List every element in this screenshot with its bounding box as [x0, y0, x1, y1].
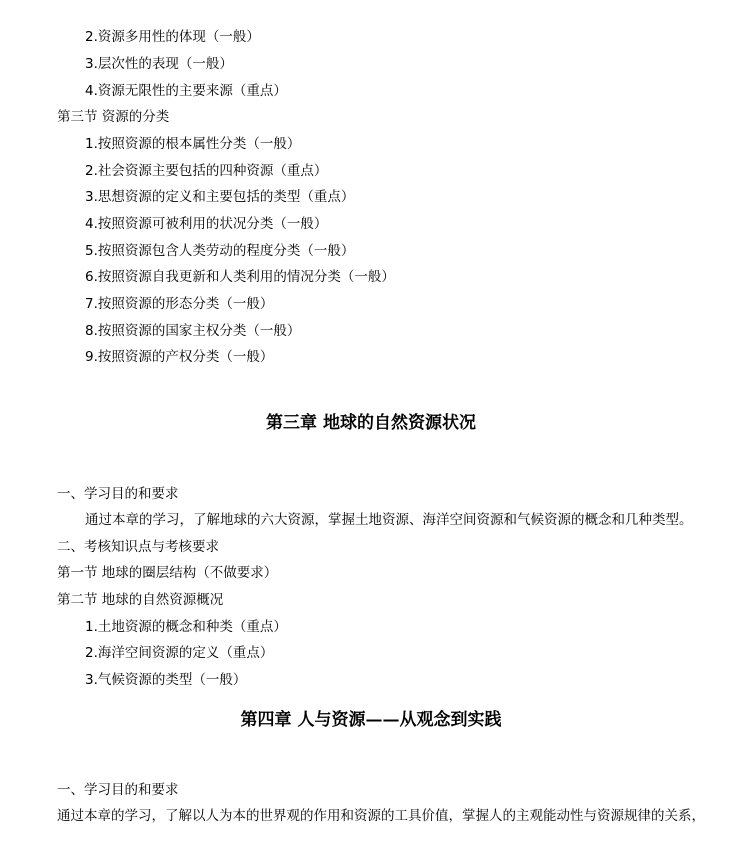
- section-title: 第一节 地球的圈层结构（不做要求）: [57, 565, 278, 581]
- list-item: 7.按照资源的形态分类（一般）: [85, 296, 274, 312]
- list-item: 9.按照资源的产权分类（一般）: [85, 349, 274, 365]
- paragraph: 通过本章的学习，了解地球的六大资源，掌握土地资源、海洋空间资源和气候资源的概念和几种类型。: [85, 512, 693, 528]
- list-item: 2.资源多用性的体现（一般）: [85, 29, 260, 45]
- list-item: 4.资源无限性的主要来源（重点）: [85, 83, 287, 99]
- subsection-heading: 二、考核知识点与考核要求: [57, 539, 219, 555]
- list-item: 8.按照资源的国家主权分类（一般）: [85, 323, 301, 339]
- list-item: 1.土地资源的概念和种类（重点）: [85, 619, 287, 635]
- list-item: 2.海洋空间资源的定义（重点）: [85, 645, 274, 661]
- paragraph: 通过本章的学习，了解以人为本的世界观的作用和资源的工具价值，掌握人的主观能动性与资源规律的关系，: [57, 808, 705, 824]
- section-title: 第二节 地球的自然资源概况: [57, 592, 224, 608]
- chapter-title: 第四章 人与资源——从观念到实践: [240, 710, 502, 730]
- list-item: 3.气候资源的类型（一般）: [85, 672, 247, 688]
- list-item: 1.按照资源的根本属性分类（一般）: [85, 136, 301, 152]
- list-item: 3.层次性的表现（一般）: [85, 56, 233, 72]
- list-item: 6.按照资源自我更新和人类利用的情况分类（一般）: [85, 269, 395, 285]
- subsection-heading: 一、学习目的和要求: [57, 486, 179, 502]
- list-item: 3.思想资源的定义和主要包括的类型（重点）: [85, 189, 355, 205]
- subsection-heading: 一、学习目的和要求: [57, 782, 179, 798]
- list-item: 2.社会资源主要包括的四种资源（重点）: [85, 163, 328, 179]
- list-item: 4.按照资源可被利用的状况分类（一般）: [85, 216, 328, 232]
- section-title: 第三节 资源的分类: [57, 109, 170, 125]
- chapter-title: 第三章 地球的自然资源状况: [266, 413, 476, 433]
- list-item: 5.按照资源包含人类劳动的程度分类（一般）: [85, 243, 355, 259]
